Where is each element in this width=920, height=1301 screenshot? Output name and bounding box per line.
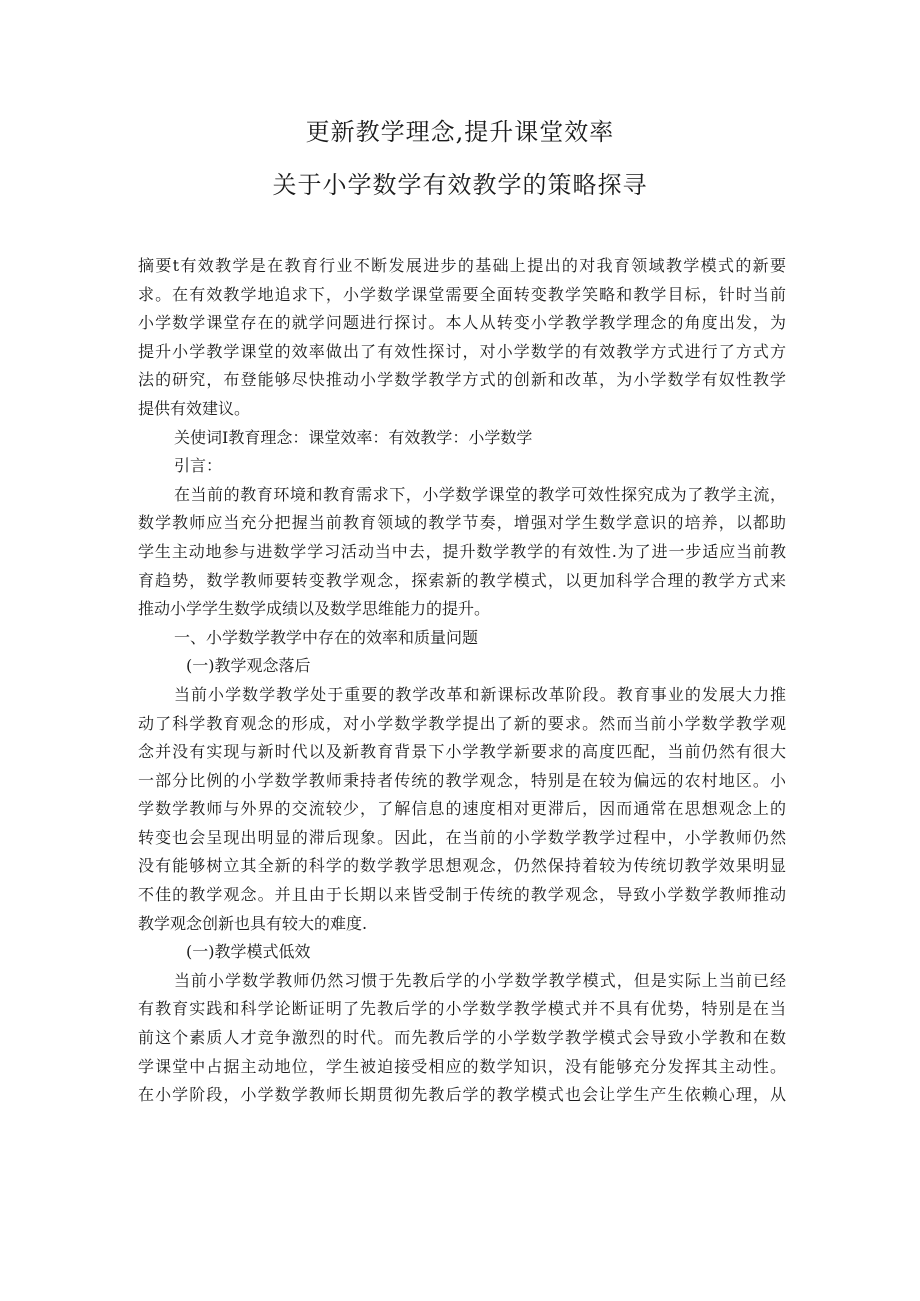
- text-line: 当前小学数学教学处于重要的教学改革和新课标改革阶段。教育事业的发展大力推: [174, 684, 786, 704]
- text-line: 在小学阶段，小学数学教师长期贯彻先教后学的教学模式也会让学生产生依赖心理，从: [138, 1085, 786, 1105]
- text-line: 没有能够树立其全新的科学的数学教学思想观念，仍然保持着较为传统切教学效果明显: [138, 856, 786, 876]
- text-line: 数学教师应当充分把握当前教育领域的教学节奏，增强对学生数学意识的培养，以都助: [138, 513, 786, 533]
- text-line: 前这个素质人才竞争激烈的时代。而先教后学的小学数学教学模式会导致小学教和在数: [138, 1028, 786, 1048]
- document-body: [138, 252, 786, 1110]
- text-line: 不佳的教学观念。并且由于长期以来皆受制于传统的教学观念，导致小学数学教师推动: [138, 885, 786, 905]
- text-line: 念并没有实现与新时代以及新教育背景下小学教学新要求的高度匹配，当前仍然有很大: [138, 742, 786, 762]
- document-title: 更新教学理念,提升课堂效率: [305, 118, 615, 146]
- text-line: 在当前的教育环境和教育需求下，小学数学课堂的教学可效性探究成为了教学主流，: [174, 484, 786, 504]
- text-line: 推动小学学生数学成绩以及数学思维能力的提升。: [138, 599, 491, 619]
- document-subtitle: 关于小学数学有效教学的策略探寻: [272, 171, 648, 199]
- text-line: 有教育实践和科学论断证明了先教后学的小学数学教学模式并不具有优势，特别是在当: [138, 999, 786, 1019]
- text-line: 教学观念创新也具有较大的难度.: [138, 913, 368, 933]
- text-line: 当前小学数学教师仍然习惯于先教后学的小学数学教学模式，但是实际上当前已经: [174, 970, 786, 990]
- text-line: 育趋势，数学教师要转变教学观念，探索新的教学模式，以更加科学合理的教学方式来: [138, 570, 786, 590]
- text-line: 动了科学教育观念的形成，对小学数学教学提出了新的要求。然而当前小学数学教学观: [138, 713, 786, 733]
- text-line: (一)教学观念落后: [186, 656, 311, 676]
- text-line: 一、小学数学教学中存在的效率和质量问题: [174, 627, 479, 647]
- text-line: (一)教学模式低效: [186, 942, 311, 962]
- text-line: 提升小学教学课堂的效率做出了有效性探讨，对小学数学的有效教学方式进行了方式方: [138, 341, 786, 361]
- text-line: 学数学教师与外界的交流较少，了解信息的速度相对更滞后，因而通常在思想观念上的: [138, 799, 786, 819]
- text-line: 提供有效建议。: [138, 398, 251, 418]
- text-line: 学课堂中占据主动地位，学生被迫接受相应的数学知识，没有能够充分发挥其主动性。: [138, 1056, 786, 1076]
- text-line: 法的研究，布登能够尽快推动小学数学教学方式的创新和改革，为小学数学有奴性教学: [138, 370, 786, 390]
- text-line: 求。在有效教学地追求下，小学数学课堂需要全面转变教学笑略和教学目标，针时当前: [138, 284, 786, 304]
- text-line: 引言：: [174, 456, 223, 476]
- text-line: 摘要t有效教学是在教育行业不断发展进步的基础上提出的对我育领域教学模式的新要: [138, 256, 786, 275]
- text-line: 转变也会呈现出明显的滞后现象。因此，在当前的小学数学教学过程中，小学教师仍然: [138, 827, 786, 847]
- text-line: 关使词I教育理念：课堂效率：有效教学：小学数学: [174, 427, 533, 447]
- text-line: 学生主动地参与进数学学习活动当中去，提升数学教学的有效性.为了进一步适应当前教: [138, 541, 786, 561]
- text-line: 小学数学课堂存在的就学问题进行探讨。本人从转变小学教学教学理念的角度出发，为: [138, 313, 786, 333]
- text-line: 一部分比例的小学数学教师秉持者传统的教学观念，特别是在较为偏远的农村地区。小: [138, 770, 786, 790]
